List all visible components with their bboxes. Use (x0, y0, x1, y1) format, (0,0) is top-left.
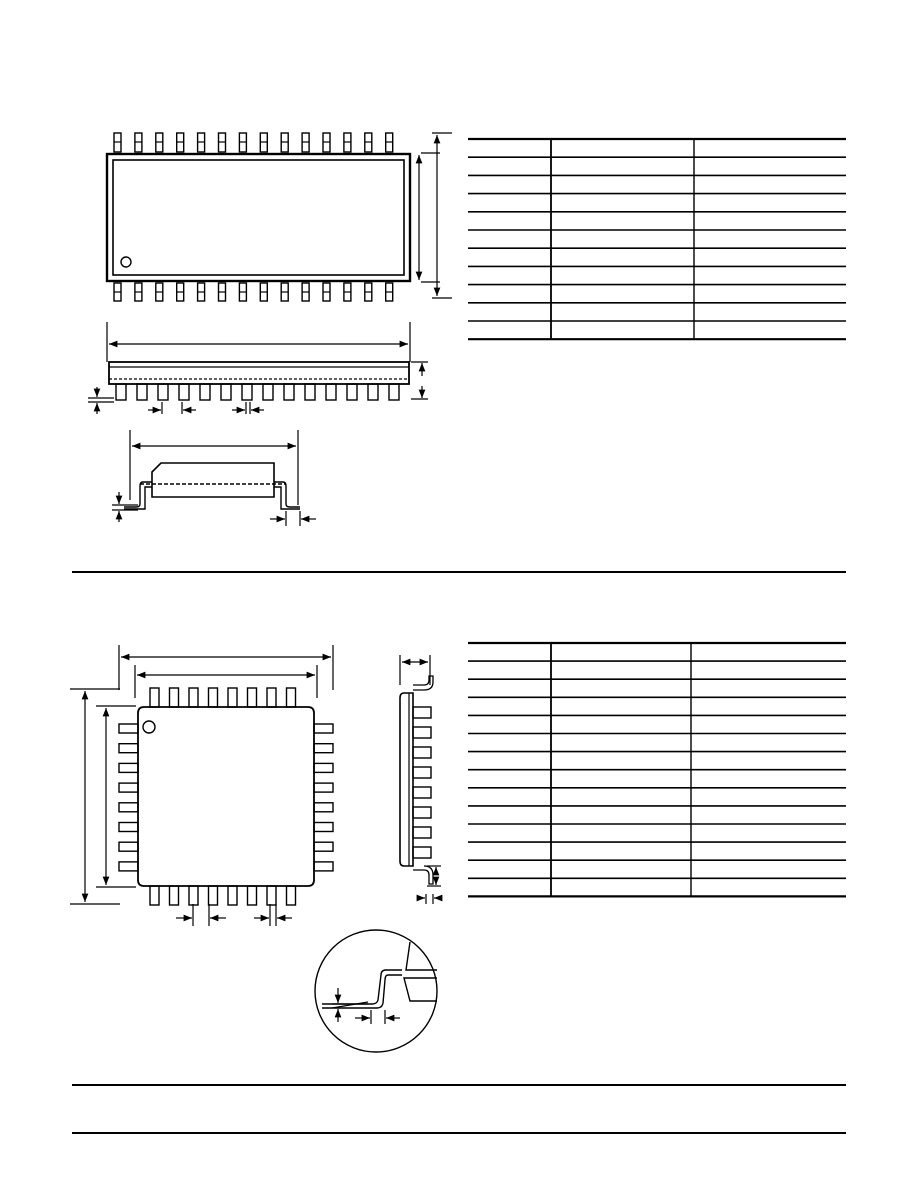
pin (119, 724, 138, 733)
pin (228, 886, 237, 905)
pin (209, 688, 218, 707)
qfp-lead-detail (315, 930, 437, 1052)
pin (368, 384, 378, 400)
pin (137, 384, 147, 400)
pin (158, 384, 168, 400)
pin (314, 724, 333, 733)
pin (119, 763, 138, 772)
pin (413, 807, 431, 818)
pin (119, 803, 138, 812)
soic-top-pins (114, 133, 393, 152)
pin (314, 862, 333, 871)
pin (413, 767, 431, 778)
pin (389, 384, 399, 400)
pin (248, 688, 257, 707)
section-divider (72, 1084, 846, 1086)
pin (314, 783, 333, 792)
pin (413, 747, 431, 758)
pin (119, 842, 138, 851)
pin (413, 847, 431, 858)
pin (413, 827, 431, 838)
pin (314, 823, 333, 832)
pin (228, 688, 237, 707)
soic-bottom-pins (114, 283, 393, 301)
soic-side-pins (116, 384, 399, 400)
pin (347, 384, 357, 400)
pin1-marker (121, 257, 131, 267)
pin (284, 384, 294, 400)
pin (314, 803, 333, 812)
pin (119, 823, 138, 832)
pin (119, 862, 138, 871)
pin (314, 744, 333, 753)
pin (119, 783, 138, 792)
pin (287, 886, 296, 905)
soic-side-view (88, 322, 428, 414)
pin (305, 384, 315, 400)
pin (150, 688, 159, 707)
pin (189, 688, 198, 707)
pin (267, 886, 276, 905)
pin (119, 744, 138, 753)
qfp-side-pins (413, 707, 431, 858)
soic-top-view (107, 133, 452, 301)
qfp-top-view (70, 645, 333, 926)
pin (263, 384, 273, 400)
soic-end-view (112, 430, 316, 526)
qfp-pins (119, 688, 333, 905)
footer-rule (72, 1132, 846, 1134)
pin (209, 886, 218, 905)
pin (242, 384, 252, 400)
dimension-table-top (468, 139, 846, 339)
pin (287, 688, 296, 707)
section-divider (72, 571, 846, 573)
pin1-marker (143, 721, 155, 733)
pin (413, 787, 431, 798)
pin (314, 842, 333, 851)
pin (221, 384, 231, 400)
pin (179, 384, 189, 400)
pin (314, 763, 333, 772)
pin (116, 384, 126, 400)
pin (150, 886, 159, 905)
dimension-table-bottom (468, 643, 846, 896)
pin (326, 384, 336, 400)
qfp-side-view (400, 655, 442, 904)
pin (267, 688, 276, 707)
pin (170, 886, 179, 905)
pin (413, 727, 431, 738)
pin (200, 384, 210, 400)
pin (248, 886, 257, 905)
pin (170, 688, 179, 707)
pin (189, 886, 198, 905)
pin (413, 707, 431, 718)
